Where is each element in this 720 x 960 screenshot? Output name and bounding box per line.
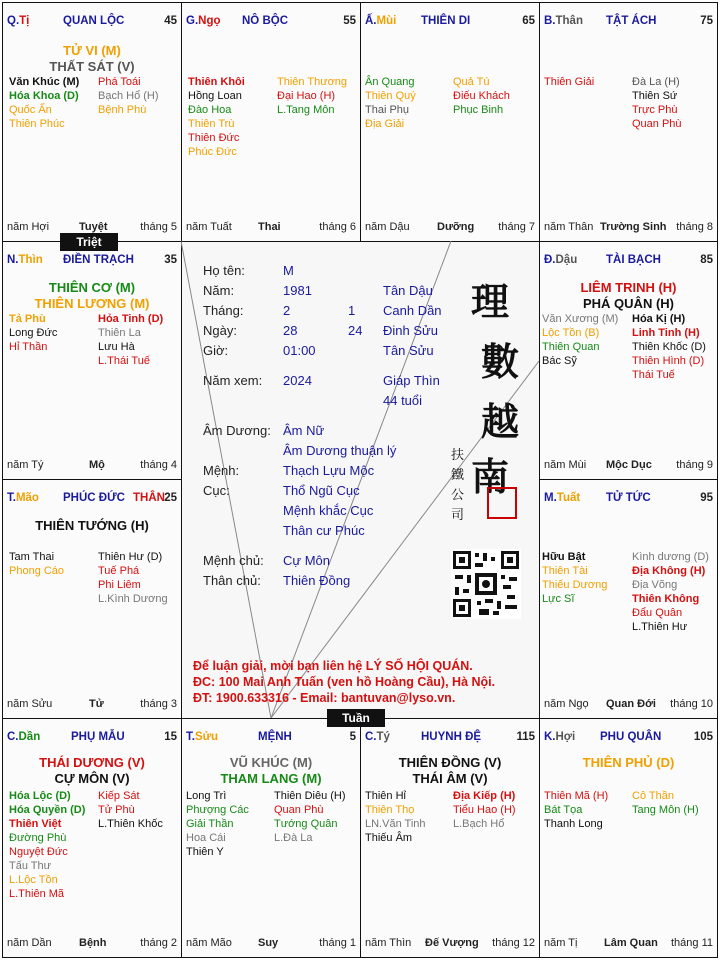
palace-name: NÔ BỘC (242, 15, 288, 27)
cuc-label: Cục: (203, 483, 230, 498)
palace-name: PHU QUÂN (600, 731, 662, 743)
year-label: năm Mão (186, 937, 232, 949)
star: Thiếu Dương (542, 579, 608, 591)
palace-branch: T. (186, 731, 195, 743)
palace-branch: Đ. (544, 254, 556, 266)
star: Lực Sĩ (542, 593, 575, 605)
main-star: TỬ VI (M) (63, 43, 121, 58)
palace-can: Ngọ (198, 15, 221, 27)
hour-canchi: Tân Sửu (383, 343, 434, 358)
calligraphy-small-char: 鐵 (451, 468, 465, 483)
palace-tuat (539, 479, 718, 719)
contact-line: Để luận giải, mời bạn liên hệ LÝ SỐ HỘI QUÁN. (193, 659, 473, 673)
calligraphy-char: 越 (481, 399, 520, 444)
tuan-tag: Tuần (327, 709, 385, 727)
palace-can: Hợi (555, 731, 576, 743)
star: Giải Thần (186, 818, 234, 830)
star: Bát Tọa (544, 804, 583, 816)
palace-can: Dần (18, 731, 41, 743)
month-label: tháng 9 (676, 459, 713, 471)
star: Bạch Hổ (H) (98, 90, 159, 102)
star: L.Thái Tuế (98, 355, 150, 367)
truong-sinh-stage: Trường Sinh (600, 221, 667, 233)
day-label: Ngày: (203, 323, 237, 338)
star: Ân Quang (365, 76, 415, 88)
year-label: Năm: (203, 283, 235, 298)
star: Thanh Long (544, 818, 603, 830)
palace-branch: M. (544, 492, 557, 504)
triet-tag: Triệt (60, 233, 118, 251)
star: Thiên Tài (542, 565, 588, 577)
palace-can: Thìn (18, 254, 43, 266)
month-label: tháng 6 (319, 221, 356, 233)
star: Thiên Y (186, 846, 224, 858)
day-solar: 24 (348, 323, 363, 338)
main-star: THIÊN LƯƠNG (M) (34, 296, 150, 311)
star: LN.Văn Tinh (365, 818, 426, 830)
star: Quan Phù (632, 118, 682, 130)
contact-address: ĐC: 100 Mai Anh Tuấn (ven hồ Hoàng Cầu), Hà Nội. (193, 675, 496, 689)
year-label: năm Tý (7, 459, 44, 471)
star: Tử Phù (98, 804, 135, 816)
than-chu-label: Thân chủ: (203, 573, 261, 588)
star: Đường Phù (9, 832, 67, 844)
palace-can: Dậu (555, 254, 578, 266)
palace-name: TẬT ÁCH (606, 15, 657, 27)
palace-dan (2, 718, 182, 958)
star: Thiên Quan (542, 341, 600, 353)
am-duong-label: Âm Dương: (203, 423, 271, 438)
star: L.Bạch Hổ (453, 818, 505, 830)
palace-mao (2, 479, 182, 719)
qr-code-icon[interactable] (451, 549, 521, 619)
star: Kình dương (D) (632, 551, 709, 563)
star: Thiên Khôi (188, 76, 245, 88)
palace-number: 85 (700, 254, 713, 266)
star: Long Trì (186, 790, 227, 802)
truong-sinh-stage: Thai (258, 221, 281, 233)
star: L.Kình Dương (98, 593, 168, 605)
name-label: Họ tên: (203, 263, 245, 278)
palace-branch: T. (7, 492, 16, 504)
palace-can: Tuất (556, 492, 581, 504)
star: Thiên La (98, 327, 141, 339)
name-value: M (283, 263, 294, 278)
star: L.Thiên Hư (632, 621, 688, 633)
star: Thiên Sứ (632, 90, 678, 102)
star: Tướng Quân (274, 818, 338, 830)
contact-phone-email[interactable]: ĐT: 1900.633316 - Email: bantuvan@lyso.vn. (193, 691, 456, 705)
palace-can: Sửu (194, 731, 218, 743)
palace-number: 35 (164, 254, 177, 266)
star: Phong Cáo (9, 565, 65, 577)
main-star: THÁI DƯƠNG (V) (39, 755, 145, 770)
calligraphy-small-char: 司 (451, 508, 465, 523)
year-label: năm Tuất (186, 221, 232, 233)
palace-branch: K. (544, 731, 556, 743)
palace-name: ĐIỀN TRẠCH (63, 254, 134, 266)
star: Hóa Quyền (D) (9, 804, 86, 816)
palace-can: Mùi (376, 15, 397, 27)
day-lunar: 28 (283, 323, 298, 338)
star: Quan Phù (274, 804, 324, 816)
star: Địa Không (H) (632, 565, 706, 577)
palace-number: 65 (522, 15, 535, 27)
star: Hóa Kị (H) (632, 313, 686, 325)
star: Hóa Khoa (D) (9, 90, 79, 102)
main-star: THAM LANG (M) (220, 771, 322, 786)
than-cu-note: Thân cư Phúc (283, 523, 365, 538)
star: Thiên Trù (188, 118, 235, 130)
palace-branch: G. (186, 15, 199, 27)
palace-mui (360, 2, 540, 242)
star: Hỏa Tinh (D) (98, 313, 164, 325)
star: Thiên Mã (H) (544, 790, 609, 802)
star: Hóa Lộc (D) (9, 790, 71, 802)
palace-branch: C. (365, 731, 377, 743)
year-label: năm Tị (544, 937, 578, 949)
palace-branch: Ấ. (365, 15, 377, 27)
star: Đẩu Quân (632, 607, 683, 619)
menh-chu-label: Mệnh chủ: (203, 553, 264, 568)
hour-label: Giờ: (203, 343, 229, 358)
main-star: THÁI ÂM (V) (412, 771, 488, 786)
menh-value: Thạch Lựu Mộc (283, 463, 375, 478)
am-duong-note: Âm Dương thuận lý (283, 443, 397, 458)
star: Trực Phù (632, 104, 678, 116)
star: Thiên Thọ (365, 804, 415, 816)
star: Thiên Hỉ (365, 790, 406, 802)
month-label: tháng 2 (140, 937, 177, 949)
calligraphy-char: 南 (471, 454, 510, 499)
star: Thiên Thương (277, 76, 348, 88)
year-canchi: Tân Dậu (383, 283, 433, 298)
month-label: Tháng: (203, 303, 244, 318)
main-star: THIÊN ĐỒNG (V) (398, 755, 502, 770)
palace-number: 45 (164, 15, 177, 27)
main-star: VŨ KHÚC (M) (229, 755, 313, 770)
year-label: năm Mùi (544, 459, 587, 471)
cuc-value: Thổ Ngũ Cục (283, 483, 360, 498)
palace-can: Tý (376, 731, 390, 743)
am-duong-value: Âm Nữ (283, 423, 325, 438)
menh-chu-value: Cự Môn (283, 553, 330, 568)
palace-name: PHỤ MẪU (71, 731, 125, 743)
star: Nguyệt Đức (9, 846, 68, 858)
truong-sinh-stage: Bệnh (79, 937, 107, 949)
star: Thiên Phúc (9, 118, 65, 130)
hour-value: 01:00 (283, 343, 316, 358)
palace-number: 75 (700, 15, 713, 27)
age-value: 44 tuổi (383, 393, 423, 408)
palace-than (539, 2, 718, 242)
palace-ngo (181, 2, 361, 242)
main-star: LIÊM TRINH (H) (580, 280, 677, 295)
view-year-value: 2024 (283, 373, 312, 388)
palace-number: 95 (700, 492, 713, 504)
main-star: CỰ MÔN (V) (54, 771, 130, 786)
star: Tấu Thư (9, 860, 52, 872)
calligraphy-char: 數 (481, 339, 520, 384)
month-label: tháng 7 (498, 221, 535, 233)
palace-number: 115 (516, 731, 535, 743)
star: Phục Binh (453, 104, 504, 116)
star: Thiên Hình (D) (632, 355, 705, 367)
palace-suu (181, 718, 361, 958)
year-label: năm Dậu (365, 221, 410, 233)
star: Văn Xương (M) (542, 313, 619, 325)
view-year-canchi: Giáp Thìn (383, 373, 440, 388)
month-label: tháng 5 (140, 221, 177, 233)
month-label: tháng 8 (676, 221, 713, 233)
star: Thiên Không (632, 593, 700, 605)
star: Địa Võng (632, 579, 678, 591)
star: Lưu Hà (98, 341, 135, 353)
truong-sinh-stage: Đế Vượng (425, 937, 479, 949)
star: Thiên Diêu (H) (274, 790, 346, 802)
month-label: tháng 1 (319, 937, 356, 949)
palace-number: 5 (349, 731, 356, 743)
star: Tả Phù (9, 313, 46, 325)
calligraphy-small (451, 446, 465, 526)
star: Cô Thần (632, 790, 674, 802)
month-solar: 1 (348, 303, 356, 318)
star: L.Thiên Mã (9, 888, 65, 900)
star: Phượng Các (186, 804, 249, 816)
star: Thiên Hư (D) (98, 551, 163, 563)
star: Tang Môn (H) (632, 804, 699, 816)
star: Quả Tú (453, 76, 490, 88)
star: L.Lộc Tồn (9, 874, 58, 886)
calligraphy-small-char: 公 (451, 488, 465, 503)
truong-sinh-stage: Mộ (89, 459, 105, 471)
palace-branch: N. (7, 254, 19, 266)
star: Tuế Phá (98, 565, 140, 577)
star: Thiên Giải (544, 76, 595, 88)
view-year-label: Năm xem: (203, 373, 263, 388)
star: Hỉ Thần (9, 341, 48, 353)
star: Phi Liêm (98, 579, 141, 591)
star: Tiểu Hao (H) (453, 804, 516, 816)
truong-sinh-stage: Dưỡng (437, 221, 475, 233)
year-label: năm Dần (7, 937, 52, 949)
month-label: tháng 12 (492, 937, 535, 949)
star: Đại Hao (H) (277, 90, 336, 102)
year-label: năm Thân (544, 221, 594, 233)
calligraphy-char: 理 (471, 279, 510, 324)
star: Văn Khúc (M) (9, 76, 80, 88)
star: Thiên Quý (365, 90, 416, 102)
year-label: năm Sửu (7, 698, 53, 710)
star: Kiếp Sát (98, 790, 140, 802)
main-star: THIÊN CƠ (M) (48, 280, 136, 295)
seal-stamp (487, 487, 517, 519)
palace-name: HUYNH ĐỆ (421, 731, 482, 743)
star: Bác Sỹ (542, 355, 577, 367)
day-canchi: Đinh Sửu (383, 323, 438, 338)
star: L.Đà La (274, 832, 313, 844)
month-label: tháng 3 (140, 698, 177, 710)
star: L.Tang Môn (277, 104, 335, 116)
month-label: tháng 10 (670, 698, 713, 710)
palace-can: Mão (15, 492, 39, 504)
main-star: THIÊN PHỦ (D) (582, 755, 675, 770)
month-label: tháng 4 (140, 459, 177, 471)
palace-hoi (539, 718, 718, 958)
main-star: THẤT SÁT (V) (49, 59, 135, 74)
palace-name: TÀI BẠCH (606, 254, 661, 266)
year-value: 1981 (283, 283, 312, 298)
palace-branch: C. (7, 731, 19, 743)
palace-dau (539, 241, 718, 480)
star: Lộc Tồn (B) (542, 327, 600, 339)
star: Đào Hoa (188, 104, 232, 116)
menh-label: Mệnh: (203, 463, 240, 478)
star: L.Thiên Khốc (98, 818, 163, 830)
truong-sinh-stage: Quan Đới (606, 698, 656, 710)
star: Tam Thai (9, 551, 55, 563)
star: Hoa Cái (186, 832, 226, 844)
palace-number: 25 (164, 492, 177, 504)
star: Địa Kiếp (H) (453, 790, 516, 802)
palace-can: Thân (555, 15, 583, 27)
year-label: năm Thìn (365, 937, 412, 949)
palace-name: PHÚC ĐỨC (63, 492, 125, 504)
month-label: tháng 11 (670, 937, 713, 949)
star: Thai Phụ (365, 104, 410, 116)
month-canchi: Canh Dần (383, 303, 442, 318)
month-lunar: 2 (283, 303, 291, 318)
palace-branch: B. (544, 15, 556, 27)
star: Phá Toái (98, 76, 141, 88)
than-chu-value: Thiên Đồng (283, 573, 351, 588)
star: Thái Tuế (632, 369, 675, 381)
than-marker: THÂN (133, 492, 165, 504)
star: Địa Giải (365, 118, 405, 130)
year-label: năm Ngọ (544, 698, 589, 710)
truong-sinh-stage: Lâm Quan (604, 937, 658, 949)
palace-number: 105 (693, 731, 713, 743)
palace-number: 55 (343, 15, 356, 27)
palace-name: THIÊN DI (421, 15, 471, 27)
palace-name: TỬ TỨC (606, 492, 651, 504)
star: Thiên Việt (9, 818, 62, 830)
star: Thiên Đức (188, 132, 240, 144)
palace-ty (2, 2, 182, 242)
palace-can: Tị (19, 15, 30, 27)
star: Đà La (H) (632, 76, 680, 88)
truong-sinh-stage: Suy (258, 937, 279, 949)
center-panel (181, 241, 539, 718)
star: Long Đức (9, 327, 58, 339)
star: Phúc Đức (188, 146, 237, 158)
star: Hồng Loan (188, 90, 242, 102)
truong-sinh-stage: Tuyệt (79, 221, 108, 233)
main-star: THIÊN TƯỚNG (H) (35, 518, 149, 533)
palace-name: QUAN LỘC (63, 15, 125, 27)
star: Linh Tinh (H) (632, 327, 700, 339)
palace-number: 15 (164, 731, 177, 743)
cuc-note: Mệnh khắc Cục (283, 503, 374, 518)
year-label: năm Hợi (7, 221, 50, 233)
star: Bệnh Phù (98, 104, 147, 116)
star: Thiếu Âm (365, 832, 413, 844)
calligraphy-small-char: 扶 (451, 448, 465, 463)
star: Thiên Khốc (D) (632, 341, 706, 353)
main-star: PHÁ QUÂN (H) (583, 296, 674, 311)
palace-name: MỆNH (258, 731, 292, 743)
star: Hữu Bật (542, 551, 586, 563)
star: Quốc Ấn (9, 104, 52, 116)
palace-ti (360, 718, 540, 958)
palace-thin (2, 241, 182, 480)
star: Điếu Khách (453, 90, 510, 102)
truong-sinh-stage: Mộc Dục (606, 459, 652, 471)
palace-branch: Q. (7, 15, 20, 27)
truong-sinh-stage: Tử (89, 698, 104, 710)
